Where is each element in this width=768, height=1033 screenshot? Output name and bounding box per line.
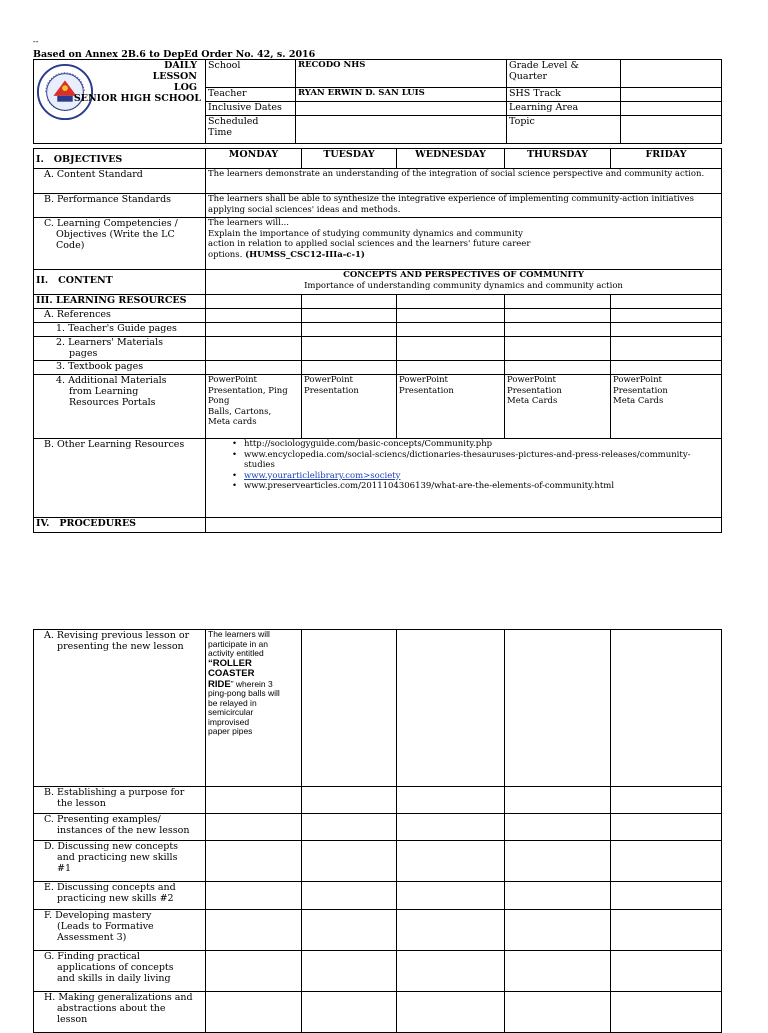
cell — [206, 361, 302, 375]
additional-materials-line1: 4. Additional Materials — [56, 375, 167, 386]
cell — [505, 814, 611, 841]
performance-standards-label: B. Performance Standards — [34, 194, 206, 218]
teacher-label: Teacher — [206, 88, 296, 102]
title-lesson: LESSON — [152, 71, 197, 82]
school-label: School — [206, 60, 296, 88]
teachers-guide-label: 1. Teacher's Guide pages — [34, 323, 206, 337]
procedure-d-line3: #1 — [57, 863, 72, 874]
cell — [611, 910, 722, 951]
materials-line: Meta cards — [208, 417, 257, 427]
resource-link-yourarticlelibrary — [244, 471, 719, 482]
procedure-e-label — [34, 882, 206, 910]
time-label-line1: Scheduled — [208, 116, 259, 127]
header-mark: -- — [33, 37, 39, 46]
activity-title-line2: COASTER — [208, 668, 255, 679]
cell — [206, 787, 302, 814]
time-label — [206, 116, 296, 144]
title-level: SENIOR HIGH SCHOOL — [73, 93, 201, 104]
cell — [397, 361, 505, 375]
track-label: SHS Track — [507, 88, 621, 102]
resource-link-encyclopedia: • www.encyclopedia.com/social-sciencs/dictionaries-thesauruses-pictures-and-press-releases/community- studies — [244, 450, 719, 471]
procedure-e-line1: E. Discussing concepts and — [44, 882, 176, 893]
cell — [302, 295, 397, 309]
cell — [505, 337, 611, 361]
cell — [505, 361, 611, 375]
cell — [206, 337, 302, 361]
competencies-label — [34, 218, 206, 270]
objectives-heading — [34, 149, 206, 169]
cell — [611, 951, 722, 992]
activity-line: semicircular — [208, 707, 254, 717]
content-standard-value: The learners demonstrate an understanding of the integration of social science perspective and community action. — [206, 169, 722, 194]
procedure-b-line1: B. Establishing a purpose for — [44, 787, 185, 798]
procedure-h-line3: lesson — [57, 1014, 88, 1025]
activity-line: participate in an — [208, 638, 269, 649]
materials-line: PowerPoint — [613, 375, 662, 385]
dates-value — [296, 102, 507, 116]
cell — [505, 951, 611, 992]
activity-line: activity entitled — [208, 648, 264, 658]
learners-materials-line1: 2. Learners' Materials — [56, 337, 163, 348]
materials-line: PowerPoint — [304, 375, 353, 385]
competency-code: (HUMSS_CSC12-IIIa-c-1) — [245, 249, 365, 260]
additional-materials-line3: Resources Portals — [69, 397, 156, 408]
procedure-a-line2: presenting the new lesson — [57, 641, 184, 652]
additional-materials-line2: from Learning — [69, 386, 139, 397]
additional-materials-label — [34, 375, 206, 439]
procedure-f-line1: F. Developing mastery — [44, 910, 152, 921]
cell — [302, 337, 397, 361]
cell — [397, 841, 505, 882]
cell — [206, 323, 302, 337]
cell — [397, 309, 505, 323]
references-label: A. References — [34, 309, 206, 323]
procedure-d-line1: D. Discussing new concepts — [44, 841, 179, 852]
procedure-c-line2: instances of the new lesson — [57, 825, 190, 836]
cell — [302, 882, 397, 910]
content-topic-title: CONCEPTS AND PERSPECTIVES OF COMMUNITY — [343, 270, 584, 280]
cell — [302, 910, 397, 951]
materials-line: Presentation — [399, 385, 454, 396]
cell — [505, 630, 611, 787]
cell — [206, 951, 302, 992]
content-value — [206, 270, 722, 295]
materials-friday — [611, 375, 722, 439]
procedures-num: IV. — [36, 518, 50, 529]
materials-line: Meta Cards — [613, 396, 664, 406]
procedure-c-label — [34, 814, 206, 841]
activity-title-line1: “ROLLER — [208, 657, 252, 669]
other-resources-value — [206, 439, 722, 518]
cell — [302, 787, 397, 814]
procedure-a-line1: A. Revising previous lesson or — [44, 630, 190, 641]
procedure-c-line1: C. Presenting examples/ — [44, 814, 161, 825]
cell — [206, 882, 302, 910]
activity-line: ping-pong balls will — [208, 688, 280, 698]
materials-tuesday — [302, 375, 397, 439]
procedure-h-label — [34, 992, 206, 1033]
objectives-num: I. — [36, 154, 44, 165]
cell — [397, 295, 505, 309]
cell — [397, 951, 505, 992]
procedure-a-label — [34, 630, 206, 787]
resources-heading: III. LEARNING RESOURCES — [34, 295, 206, 309]
cell — [206, 910, 302, 951]
grade-label-line2: Quarter — [509, 71, 548, 82]
cell — [397, 630, 505, 787]
cell — [302, 814, 397, 841]
competencies-label-line2: Objectives (Write the LC — [56, 229, 175, 240]
cell — [611, 295, 722, 309]
cell — [206, 295, 302, 309]
cell — [206, 814, 302, 841]
cell — [302, 951, 397, 992]
day-tuesday: TUESDAY — [302, 149, 397, 169]
competencies-value — [206, 218, 722, 270]
cell — [302, 630, 397, 787]
procedure-g-line3: and skills in daily living — [57, 973, 171, 984]
activity-line: improvised — [208, 716, 250, 727]
materials-line: Presentation — [613, 385, 668, 396]
grade-label — [507, 60, 621, 88]
content-num: II. — [36, 275, 49, 286]
cell — [611, 814, 722, 841]
content-title: CONTENT — [58, 275, 113, 286]
activity-line: be relayed in — [208, 697, 257, 708]
title-log: LOG — [173, 82, 197, 93]
learners-materials-label — [34, 337, 206, 361]
cell — [505, 323, 611, 337]
dates-label: Inclusive Dates — [206, 102, 296, 116]
resource-link-sociologyguide: • http://sociologyguide.com/basic-concepts/Community.php — [244, 439, 719, 450]
materials-line: PowerPoint — [399, 375, 448, 385]
cell — [505, 910, 611, 951]
other-resources-label: B. Other Learning Resources — [34, 439, 206, 518]
lesson-log-table — [33, 148, 722, 533]
cell — [302, 309, 397, 323]
track-value — [621, 88, 722, 102]
content-standard-label: A. Content Standard — [34, 169, 206, 194]
topic-value — [621, 116, 722, 144]
cell — [505, 992, 611, 1033]
cell — [611, 323, 722, 337]
deped-order-basis: Based on Annex 2B.6 to DepEd Order No. 42, s. 2016 — [33, 49, 316, 60]
procedure-f-label — [34, 910, 206, 951]
school-value: RECODO NHS — [296, 60, 507, 88]
cell — [611, 787, 722, 814]
content-topic-subtitle: Importance of understanding community dynamics and community action — [304, 280, 623, 291]
materials-line: Presentation — [304, 385, 359, 396]
procedure-b-line2: the lesson — [57, 798, 106, 809]
cell — [397, 787, 505, 814]
competencies-line2: Explain the importance of studying community dynamics and community — [208, 228, 523, 239]
procedure-d-line2: and practicing new skills — [57, 852, 178, 863]
materials-monday — [206, 375, 302, 439]
competencies-line1: The learners will... — [208, 218, 289, 228]
cell — [611, 309, 722, 323]
materials-thursday — [505, 375, 611, 439]
materials-line: Presentation — [507, 385, 562, 396]
materials-line: Balls, Cartons, — [208, 406, 272, 417]
cell — [505, 309, 611, 323]
procedure-g-label — [34, 951, 206, 992]
topic-label: Topic — [507, 116, 621, 144]
cell — [611, 361, 722, 375]
day-friday: FRIDAY — [611, 149, 722, 169]
day-thursday: THURSDAY — [505, 149, 611, 169]
cell — [206, 841, 302, 882]
procedure-h-line1: H. Making generalizations and — [44, 992, 193, 1003]
procedure-f-line3: Assessment 3) — [57, 932, 127, 943]
procedure-f-line2: (Leads to Formative — [57, 921, 154, 932]
cell — [302, 992, 397, 1033]
cell — [611, 882, 722, 910]
cell — [505, 787, 611, 814]
competencies-line3: action in relation to applied social sciences and the learners' future career — [208, 239, 531, 249]
procedure-e-line2: practicing new skills #2 — [57, 893, 174, 904]
day-monday: MONDAY — [206, 149, 302, 169]
cell — [397, 814, 505, 841]
title-block — [34, 60, 206, 144]
grade-label-line1: Grade Level & — [509, 60, 579, 71]
cell — [611, 992, 722, 1033]
area-value — [621, 102, 722, 116]
materials-line: PowerPoint — [507, 375, 556, 385]
competencies-label-line3: Code) — [56, 240, 85, 251]
header-info-table — [33, 59, 722, 144]
time-label-line2: Time — [208, 127, 233, 138]
cell — [397, 882, 505, 910]
resource-link-list — [208, 439, 719, 492]
cell — [397, 337, 505, 361]
materials-wednesday — [397, 375, 505, 439]
cell — [397, 992, 505, 1033]
cell — [206, 992, 302, 1033]
title-daily: DAILY — [164, 60, 197, 71]
grade-value — [621, 60, 722, 88]
materials-line: PowerPoint — [208, 375, 257, 385]
cell — [611, 337, 722, 361]
cell — [397, 323, 505, 337]
procedure-h-line2: abstractions about the — [57, 1003, 166, 1014]
cell — [206, 309, 302, 323]
cell — [505, 841, 611, 882]
cell — [505, 295, 611, 309]
procedures-table — [33, 629, 722, 1033]
procedure-d-label — [34, 841, 206, 882]
resource-link-preservearticles: • www.preservearticles.com/2011104306139/what-are-the-elements-of-community.html — [244, 481, 719, 492]
yourarticlelibrary-hyperlink[interactable]: www.yourarticlelibrary.com>society — [244, 470, 401, 481]
objectives-title: OBJECTIVES — [53, 154, 123, 165]
day-wednesday: WEDNESDAY — [397, 149, 505, 169]
procedure-b-label — [34, 787, 206, 814]
learners-materials-line2: pages — [69, 348, 98, 359]
materials-line: Pong — [208, 396, 230, 406]
cell — [302, 841, 397, 882]
area-label: Learning Area — [507, 102, 621, 116]
procedures-title: PROCEDURES — [59, 518, 137, 529]
cell — [397, 910, 505, 951]
content-heading — [34, 270, 206, 295]
procedure-g-line2: applications of concepts — [57, 962, 174, 973]
procedures-value — [206, 518, 722, 533]
cell — [302, 323, 397, 337]
procedures-heading — [34, 518, 206, 533]
activity-line: paper pipes — [208, 726, 253, 736]
cell — [302, 361, 397, 375]
activity-line: The learners will — [208, 629, 270, 639]
activity-monday — [206, 630, 302, 787]
competencies-line4: options. — [208, 249, 243, 260]
materials-line: Presentation, Ping — [208, 385, 288, 396]
cell — [611, 630, 722, 787]
teacher-value: RYAN ERWIN D. SAN LUIS — [296, 88, 507, 102]
cell — [505, 882, 611, 910]
time-value — [296, 116, 507, 144]
cell — [611, 841, 722, 882]
activity-title-line3: RIDE — [208, 678, 231, 690]
materials-line: Meta Cards — [507, 396, 558, 406]
activity-line: ” wherein 3 — [230, 678, 273, 689]
competencies-label-line1: C. Learning Competencies / — [44, 218, 178, 229]
procedure-g-line1: G. Finding practical — [44, 951, 140, 962]
performance-standards-value: The learners shall be able to synthesize the integrative experience of implementing community-action initiatives applying social sciences' ideas and methods. — [206, 194, 722, 218]
textbook-label: 3. Textbook pages — [34, 361, 206, 375]
